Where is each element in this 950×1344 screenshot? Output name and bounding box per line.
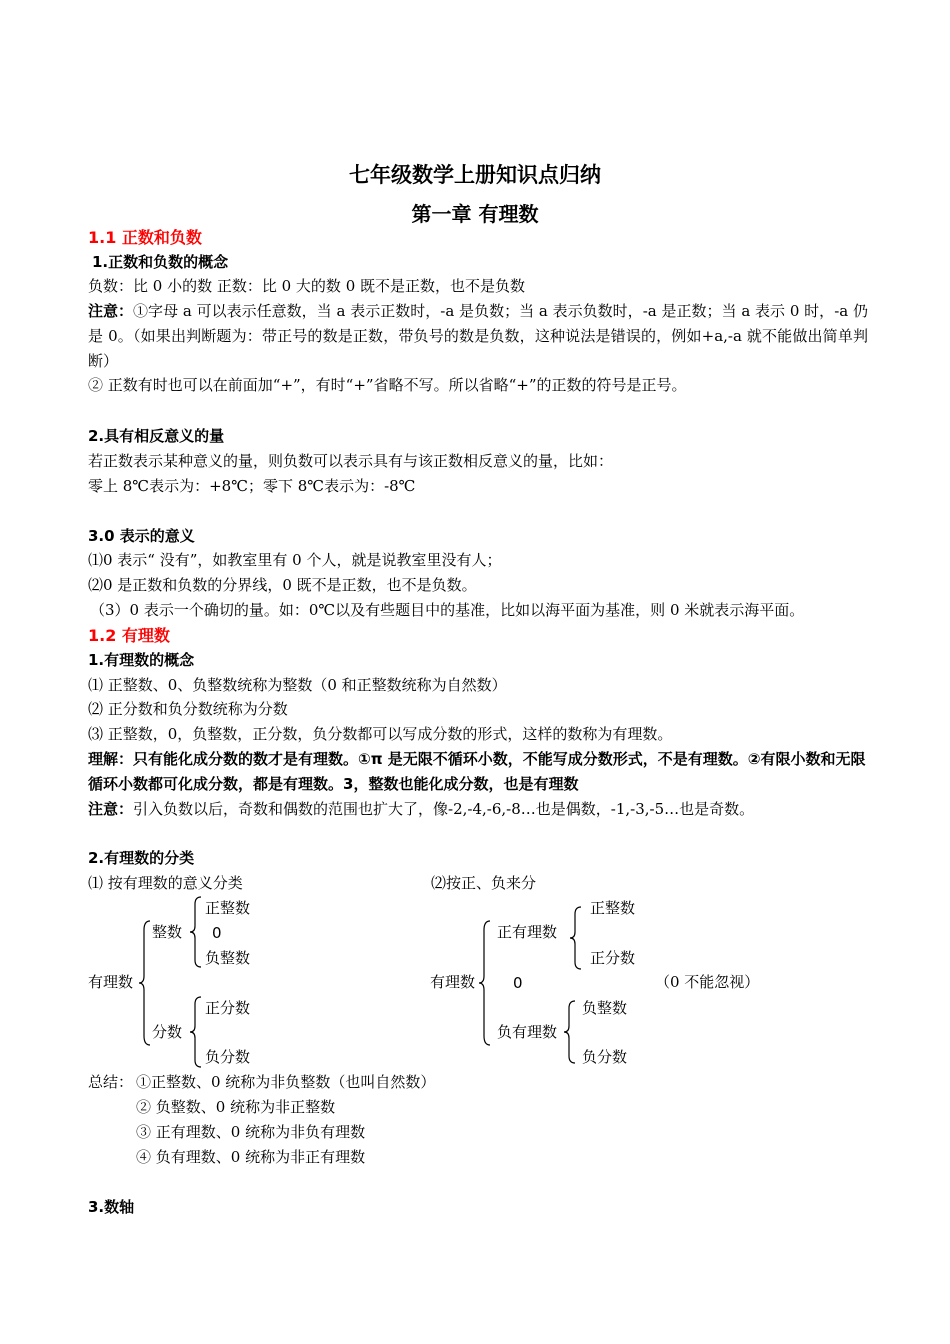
summary-label: 总结： <box>88 1073 134 1091</box>
rational-text-1: ⑴ 正整数、0、负整数统称为整数（0 和正整数统称为自然数） <box>88 676 507 694</box>
subheading-rational-concept: 1.有理数的概念 <box>88 651 195 669</box>
subheading-zero: 3.0 表示的意义 <box>88 527 195 545</box>
negative-integer: 负整数 <box>205 949 251 967</box>
negative-rational: 负有理数 <box>497 1023 558 1041</box>
positive-integer: 正整数 <box>205 899 251 917</box>
positive-integer: 正整数 <box>590 899 636 917</box>
zero-text-2: ⑵0 是正数和负数的分界线，0 既不是正数，也不是负数。 <box>88 576 477 594</box>
positive-fraction: 正分数 <box>205 999 251 1017</box>
left-brace-icon <box>563 1000 577 1064</box>
subheading-opposite: 2.具有相反意义的量 <box>88 427 225 445</box>
integers-label: 整数 <box>152 923 183 941</box>
document-title: 七年级数学上册知识点归纳 <box>349 163 601 187</box>
subheading-classification: 2.有理数的分类 <box>88 849 195 867</box>
note-text: 引入负数以后，奇数和偶数的范围也扩大了，像-2,-4,-6,-8…也是偶数，-1,-3,-5…也是奇数。 <box>133 800 755 818</box>
subheading-number-line: 3.数轴 <box>88 1198 135 1216</box>
note-2: ② 正数有时也可以在前面加“+”，有时“+”省略不写。所以省略“+”的正数的符号是正号。 <box>88 376 687 394</box>
left-brace-icon <box>569 906 583 970</box>
summary-item: ④ 负有理数、0 统称为非正有理数 <box>136 1148 366 1166</box>
note-label: 注意： <box>88 302 134 320</box>
summary-item: ①正整数、0 统称为非负整数（也叫自然数） <box>136 1073 436 1091</box>
zero: 0 <box>513 974 523 992</box>
left-brace-icon <box>478 920 492 1046</box>
section-1-2-heading: 1.2 有理数 <box>88 626 170 645</box>
left-brace-icon <box>138 920 152 1046</box>
caption: ⑵按正、负来分 <box>431 874 537 892</box>
opposite-text-1: 若正数表示某种意义的量，则负数可以表示具有与该正数相反意义的量，比如： <box>88 452 614 470</box>
section-1-1-heading: 1.1 正数和负数 <box>88 228 202 247</box>
subheading-concept: 1.正数和负数的概念 <box>92 253 229 271</box>
zero-text-3: （3）0 表示一个确切的量。如：0℃以及有些题目中的基准，比如以海平面为基准，则 0 米就表示海平面。 <box>90 601 805 619</box>
understanding-paragraph: 理解：只有能化成分数的数才是有理数。①π 是无限不循环小数，不能写成分数形式，不是有理数。②有限小数和无限循环小数都可化成分数，都是有理数。3，整数也能化成分数，也是有理数 <box>88 750 866 793</box>
root-label: 有理数 <box>430 973 476 991</box>
positive-rational: 正有理数 <box>497 923 558 941</box>
note-paragraph <box>88 299 868 374</box>
left-brace-icon <box>189 996 203 1068</box>
zero-text-1: ⑴0 表示“ 没有”，如教室里有 0 个人，就是说教室里没有人； <box>88 551 502 569</box>
opposite-text-2: 零上 8℃表示为：+8℃；零下 8℃表示为：-8℃ <box>88 477 416 495</box>
summary-item: ③ 正有理数、0 统称为非负有理数 <box>136 1123 366 1141</box>
note-text: ①字母 a 可以表示任意数，当 a 表示正数时，-a 是负数；当 a 表示负数时，-a 是正数；当 a 表示 0 时，-a 仍是 0。（如果出判断题为：带正号的数是正数，带负号的数是负数，这种说法是错误的，例如+a,-a 就不能做出简单判断） <box>88 302 868 370</box>
rational-text-3: ⑶ 正整数，0，负整数，正分数，负分数都可以写成分数的形式，这样的数称为有理数。 <box>88 725 673 743</box>
chapter-title: 第一章 有理数 <box>411 202 539 226</box>
negative-fraction: 负分数 <box>582 1048 628 1066</box>
caption: ⑴ 按有理数的意义分类 <box>88 874 243 892</box>
summary-item: ② 负整数、0 统称为非正整数 <box>136 1098 336 1116</box>
left-brace-icon <box>189 896 203 968</box>
note-odd-even <box>88 797 754 822</box>
zero-note: （0 不能忽视） <box>655 973 760 991</box>
negative-integer: 负整数 <box>582 999 628 1017</box>
zero: 0 <box>212 924 222 942</box>
root-label: 有理数 <box>88 973 134 991</box>
rational-text-2: ⑵ 正分数和负分数统称为分数 <box>88 700 288 718</box>
positive-fraction: 正分数 <box>590 949 636 967</box>
definition-line: 负数：比 0 小的数 正数：比 0 大的数 0 既不是正数，也不是负数 <box>88 277 526 295</box>
fractions-label: 分数 <box>152 1023 183 1041</box>
note-label: 注意： <box>88 800 134 818</box>
negative-fraction: 负分数 <box>205 1048 251 1066</box>
